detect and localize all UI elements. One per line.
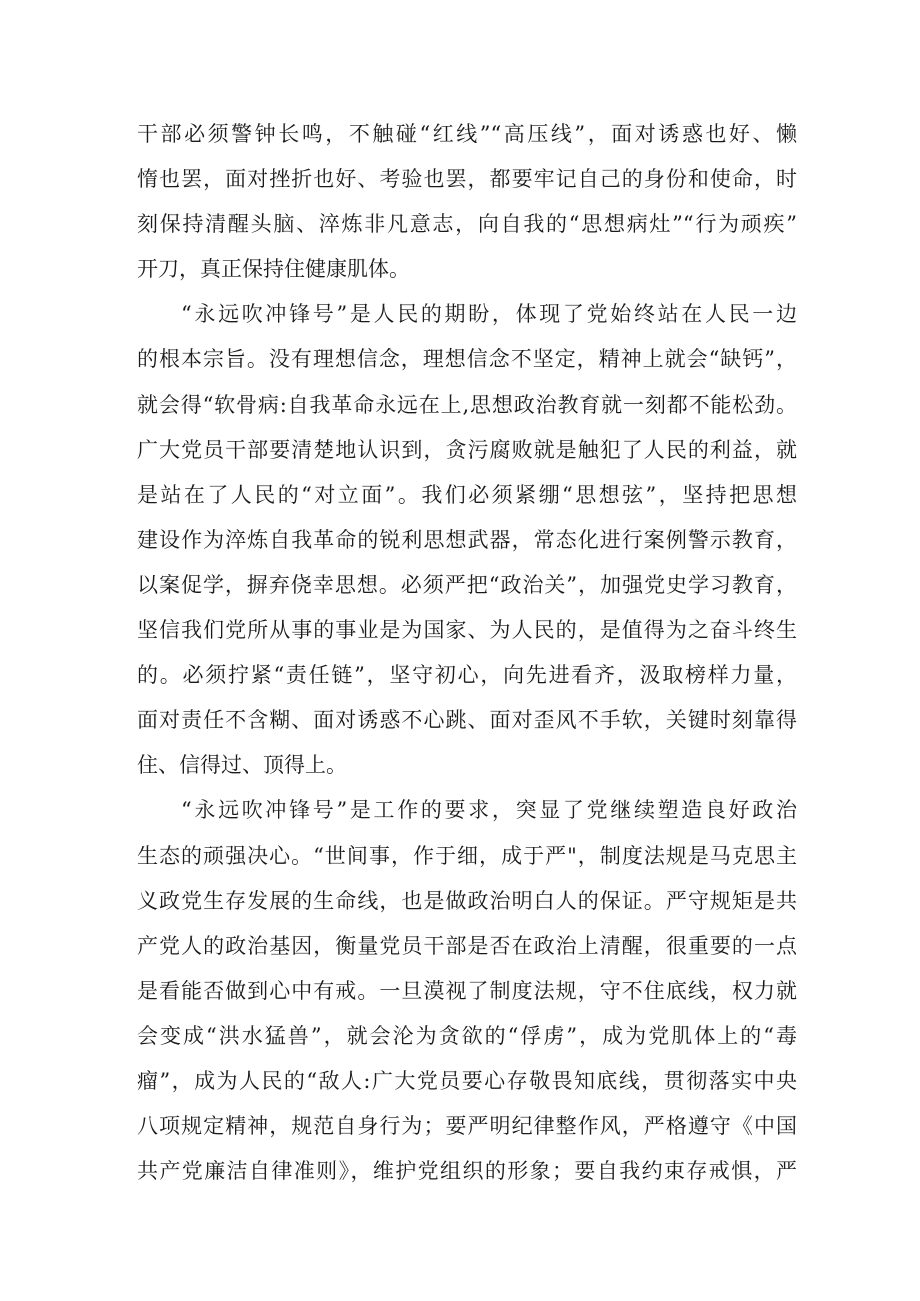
body-text — [137, 112, 797, 1194]
text-line: 的根本宗旨。没有理想信念，理想信念不坚定，精神上就会“缺钙”， — [137, 347, 797, 372]
text-line: 干部必须警钟长鸣，不触碰“红线”“高压线”，面对诱惑也好、懒 — [137, 122, 797, 146]
text-line: 以案促学，摒弃侥幸思想。必须严把“政治关”，加强党史学习教育， — [137, 572, 797, 597]
text-line: 坚信我们党所从事的事业是为国家、为人民的，是值得为之奋斗终生 — [137, 618, 797, 643]
text-line: 会变成“洪水猛兽”，就会沦为贪欲的“俘虏”，成为党肌体上的“毒 — [137, 1023, 797, 1048]
paragraph-first-line: “永远吹冲锋号”是工作的要求，突显了党继续塑造良好政治 — [181, 798, 797, 823]
text-line: 就会得“软骨病:自我革命永远在上,思想政治教育就一刻都不能松劲。 — [137, 392, 797, 417]
text-line: 广大党员干部要清楚地认识到，贪污腐败就是触犯了人民的利益，就 — [137, 437, 797, 462]
text-line: 义政党生存发展的生命线，也是做政治明白人的保证。严守规矩是共 — [137, 888, 797, 913]
text-line: 瘤”，成为人民的“敌人:广大党员要心存敬畏知底线，贯彻落实中央 — [137, 1068, 797, 1093]
text-line: 建设作为淬炼自我革命的锐利思想武器，常态化进行案例警示教育， — [137, 527, 797, 552]
text-line: 住、信得过、顶得上。 — [137, 753, 347, 778]
text-line: 八项规定精神，规范自身行为；要严明纪律整作风，严格遵守《中国 — [137, 1114, 797, 1139]
text-line: 面对责任不含糊、面对诱惑不心跳、面对歪风不手软，关键时刻靠得 — [137, 708, 797, 733]
text-line: 的。必须拧紧“责任链”，坚守初心，向先进看齐，汲取榜样力量， — [137, 663, 797, 688]
text-line: 刻保持清醒头脑、淬炼非凡意志，向自我的“思想病灶”“行为顽疾” — [137, 212, 797, 237]
text-line: 生态的顽强决心。“世间事，作于细，成于严"，制度法规是马克思主 — [137, 843, 797, 868]
text-line: 是看能否做到心中有戒。一旦漠视了制度法规，守不住底线，权力就 — [137, 978, 797, 1003]
text-line: 是站在了人民的“对立面”。我们必须紧绷“思想弦”，坚持把思想 — [137, 482, 797, 507]
text-line: 开刀，真正保持住健康肌体。 — [137, 257, 410, 282]
paragraph-first-line: “永远吹冲锋号”是人民的期盼，体现了党始终站在人民一边 — [181, 302, 797, 327]
text-line: 产党人的政治基因，衡量党员干部是否在政治上清醒，很重要的一点 — [137, 933, 797, 958]
text-line: 共产党廉洁自律准则》，维护党组织的形象；要自我约束存戒惧，严 — [137, 1159, 797, 1184]
text-line: 惰也罢，面对挫折也好、考验也罢，都要牢记自己的身份和使命，时 — [137, 167, 797, 192]
